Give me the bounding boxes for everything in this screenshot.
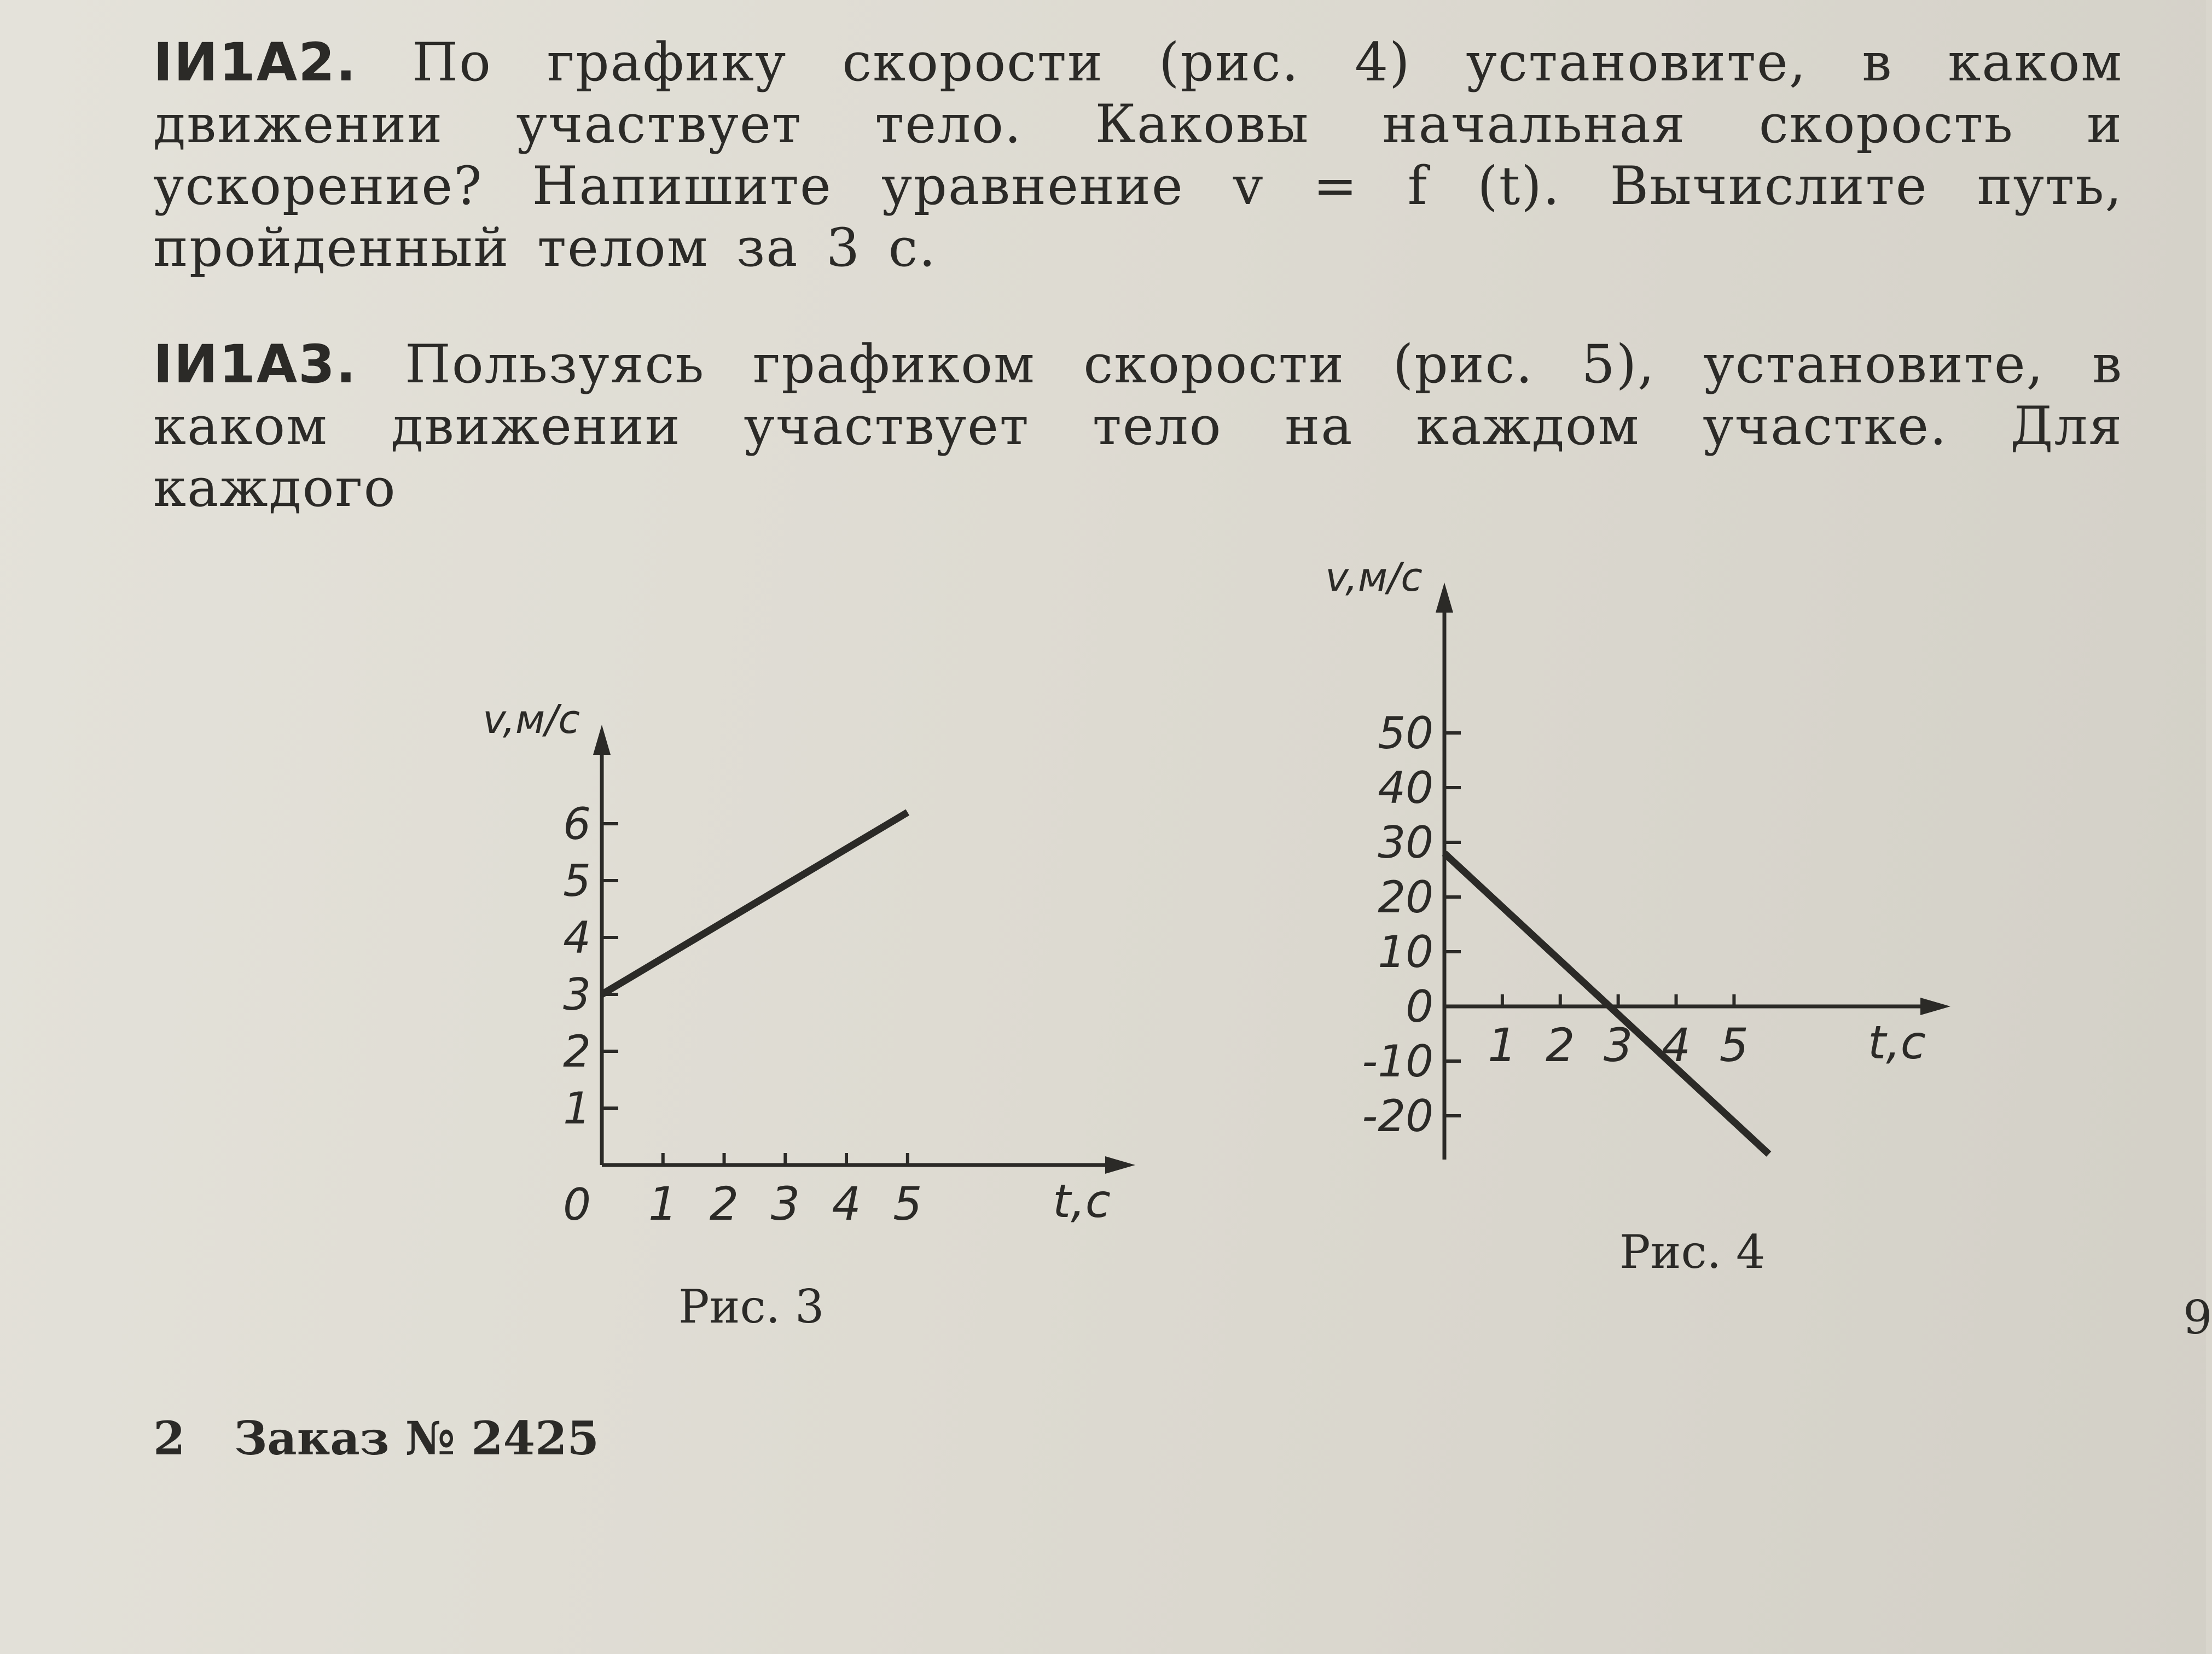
x-tick-label: 2 — [1546, 1018, 1575, 1072]
y-tick-label: 50 — [1378, 708, 1433, 759]
problem-1 — [153, 32, 2123, 279]
y-tick-label: -10 — [1362, 1036, 1433, 1087]
x-axis-label: t,c — [1868, 1016, 1926, 1069]
page-footer — [153, 1411, 599, 1465]
y-tick-label: 3 — [563, 969, 591, 1020]
figure-3-chart — [460, 645, 1171, 1249]
x-tick-label: 1 — [648, 1177, 678, 1231]
x-axis-arrow-icon — [1105, 1156, 1135, 1174]
y-tick-label: 6 — [563, 799, 591, 849]
y-axis-label: v,м/с — [483, 696, 580, 742]
y-tick-label: 20 — [1378, 872, 1433, 923]
y-tick-label: 2 — [563, 1026, 591, 1077]
figure-4-svg — [1325, 547, 1975, 1203]
y-tick-label: 1 — [563, 1083, 591, 1134]
y-tick-label: 30 — [1378, 817, 1433, 868]
x-tick-label: 3 — [1603, 1018, 1633, 1072]
y-axis-arrow-icon — [1436, 583, 1453, 613]
y-axis-label: v,м/с — [1325, 554, 1423, 600]
edge-page-number: 9 — [2183, 1291, 2212, 1344]
problem-2-text: Пользуясь графиком скорости (рис. 5), установите, в каком движении участвует тело на каждом участке. Для каждого — [153, 334, 2123, 519]
y-axis-arrow-icon — [593, 725, 611, 755]
x-axis-label: t,c — [1053, 1174, 1111, 1228]
x-tick-label: 5 — [1719, 1018, 1749, 1072]
velocity-line — [602, 812, 908, 994]
figure-3-caption: Рис. 3 — [678, 1280, 825, 1333]
problem-1-id: ІИ1А2. — [153, 32, 357, 93]
y-tick-label: -20 — [1362, 1091, 1433, 1142]
velocity-line — [1444, 853, 1769, 1154]
x-tick-label: 2 — [709, 1177, 739, 1231]
y-tick-label: 4 — [563, 912, 591, 963]
problem-1-text: По графику скорости (рис. 4) установите, в каком движении участвует тело. Каковы начальная скорость и ускорение? Напишите уравнение v = f (t). Вычислите путь, пройденный телом за 3 с. — [153, 32, 2123, 278]
figure-4-caption: Рис. 4 — [1619, 1225, 1766, 1279]
figure-3-svg — [460, 645, 1171, 1247]
x-tick-label: 5 — [893, 1177, 922, 1231]
origin-label: 0 — [563, 1179, 591, 1230]
figure-4-chart — [1325, 547, 1975, 1205]
y-tick-label: 40 — [1378, 762, 1433, 813]
footer-number: 2 — [153, 1411, 185, 1465]
y-tick-label: 10 — [1378, 927, 1433, 977]
x-axis-arrow-icon — [1920, 998, 1950, 1015]
origin-label: 0 — [1406, 981, 1433, 1032]
x-tick-label: 4 — [832, 1177, 861, 1231]
x-tick-label: 1 — [1488, 1018, 1517, 1072]
x-tick-label: 4 — [1661, 1018, 1691, 1072]
problem-2 — [153, 334, 2123, 519]
problem-2-id: ІИ1А3. — [153, 334, 357, 395]
y-tick-label: 5 — [563, 855, 591, 906]
x-tick-label: 3 — [770, 1177, 800, 1231]
footer-order: Заказ № 2425 — [234, 1411, 599, 1465]
